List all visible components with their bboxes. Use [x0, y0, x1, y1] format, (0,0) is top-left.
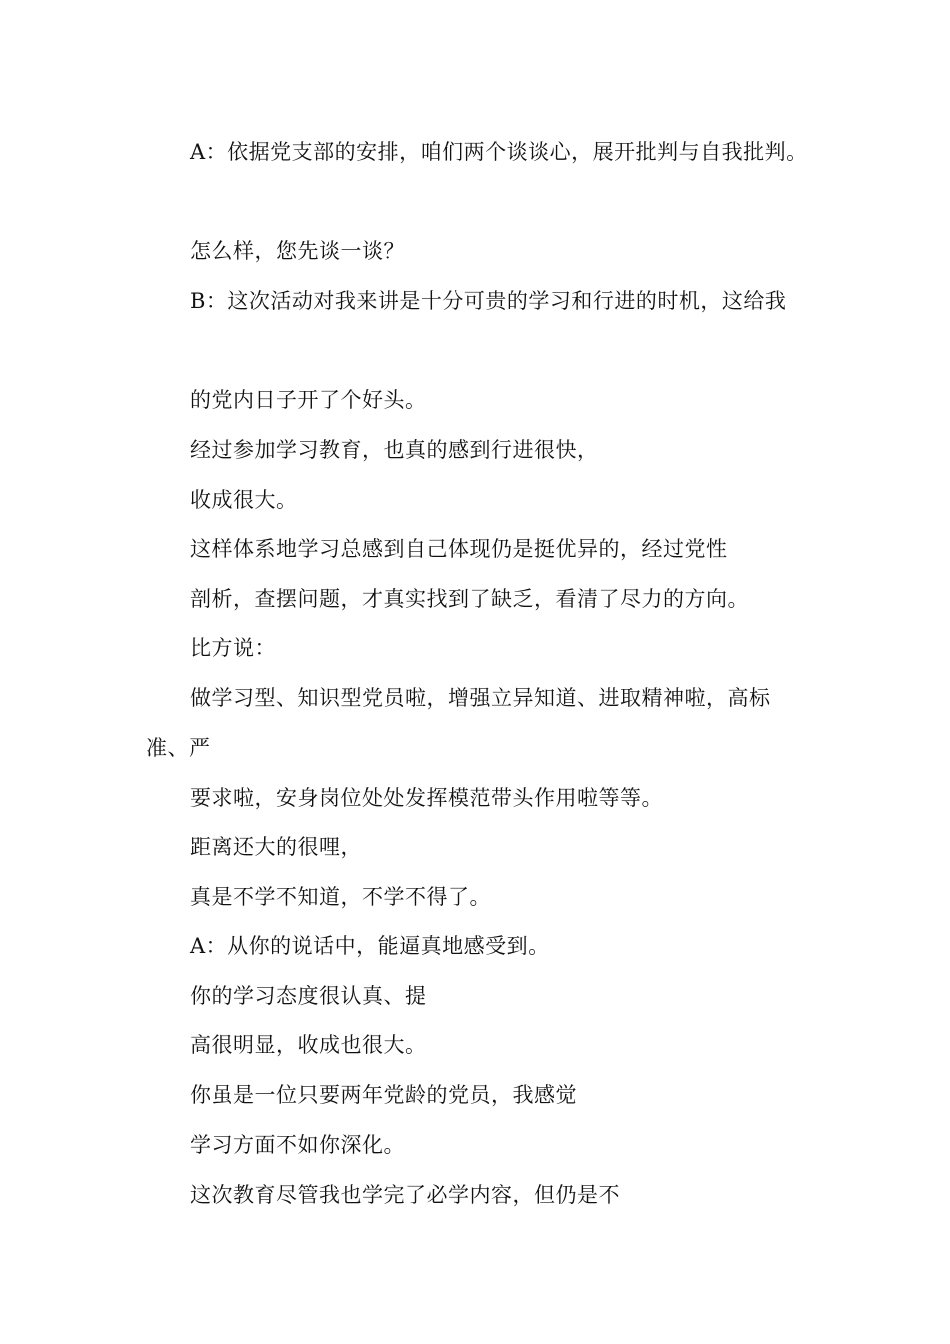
text-line: 距离还大的很哩，: [190, 835, 362, 859]
text-line: 比方说：: [190, 636, 276, 660]
text-line: 剖析，查摆问题，才真实找到了缺乏，看清了尽力的方向。: [190, 587, 749, 611]
text-line: A：依据党支部的安排，咱们两个谈谈心，展开批判与自我批判。: [190, 140, 808, 164]
text-line: B：这次活动对我来讲是十分可贵的学习和行进的时机，这给我: [190, 289, 787, 313]
text-line: 你虽是一位只要两年党龄的党员，我感觉: [190, 1083, 577, 1107]
text-line: 真是不学不知道，不学不得了。: [190, 885, 491, 909]
text-line: 学习方面不如你深化。: [190, 1133, 405, 1157]
text-line: 准、严: [146, 736, 211, 760]
text-line: 经过参加学习教育，也真的感到行进很快，: [190, 438, 599, 462]
text-line: 的党内日子开了个好头。: [190, 388, 427, 412]
text-line: 要求啦，安身岗位处处发挥模范带头作用啦等等。: [190, 786, 663, 810]
text-line: 这次教育尽管我也学完了必学内容，但仍是不: [190, 1183, 620, 1207]
text-line: 你的学习态度很认真、提: [190, 984, 427, 1008]
text-line: 高很明显，收成也很大。: [190, 1033, 427, 1057]
text-line: 这样体系地学习总感到自己体现仍是挺优异的，经过党性: [190, 537, 728, 561]
text-line: A：从你的说话中，能逼真地感受到。: [190, 934, 550, 958]
text-line: 怎么样，您先谈一谈？: [190, 239, 405, 263]
text-line: 做学习型、知识型党员啦，增强立异知道、进取精神啦，高标: [190, 686, 771, 710]
text-line: 收成很大。: [190, 488, 298, 512]
